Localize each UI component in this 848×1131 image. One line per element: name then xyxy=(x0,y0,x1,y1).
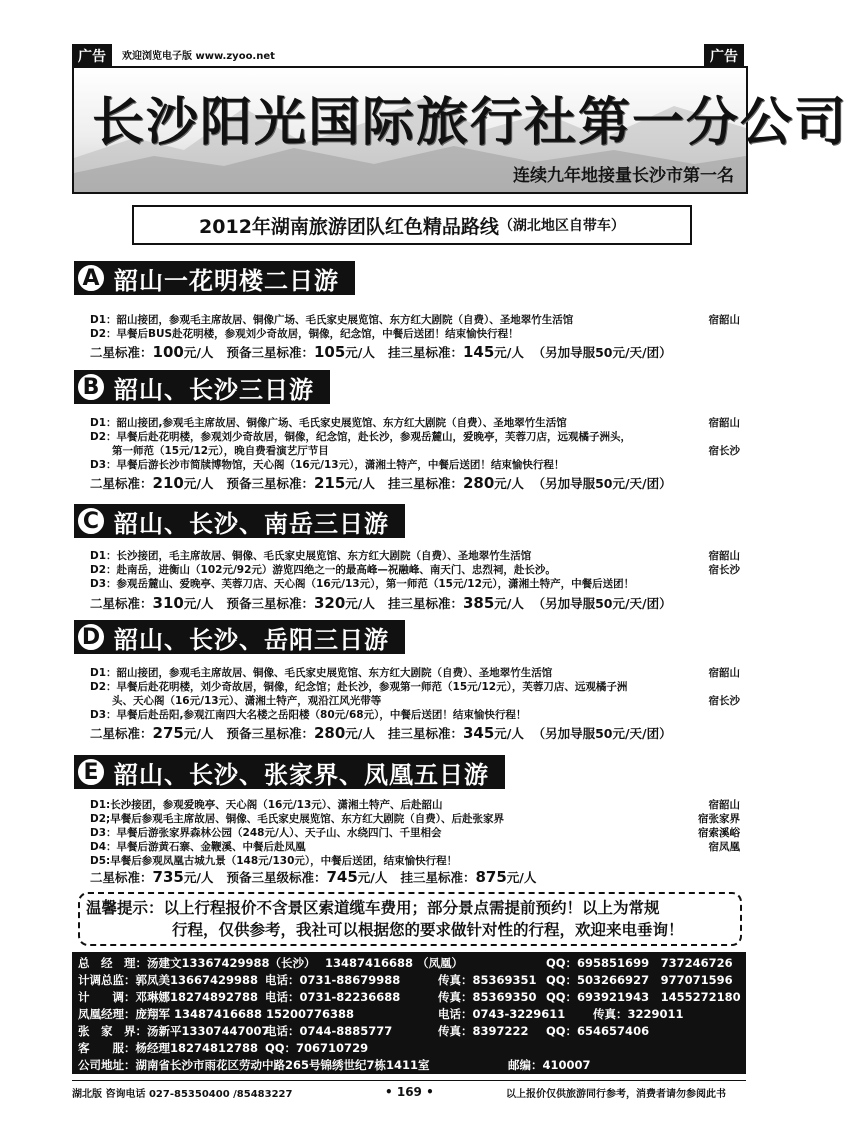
route-c-header xyxy=(74,504,405,538)
overnight-location: 宿长沙 xyxy=(705,694,741,708)
route-b-header xyxy=(74,370,330,404)
footer-divider xyxy=(72,1080,746,1081)
itinerary-day: D4：早餐后游黄石寨、金鞭溪、中餐后赴凤凰 宿凤凰 xyxy=(90,841,740,853)
itinerary-day: D2：早餐后赴花明楼，刘少奇故居，铜像，纪念馆；赴长沙，参观第一师范（15元/12元），芙蓉刀店、远观橘子洲 xyxy=(90,681,628,693)
route-letter-badge: A xyxy=(76,263,106,293)
overnight-location: 宿韶山 xyxy=(705,666,741,680)
company-name: 长沙阳光国际旅行社第一分公司 xyxy=(92,92,848,153)
notice-line-2: 行程，仅供参考，我社可以根据您的要求做针对性的行程，欢迎来电垂询！ xyxy=(172,921,684,939)
overnight-location: 宿长沙 xyxy=(705,563,741,577)
itinerary-day: D3：早餐后赴岳阳,参观江南四大名楼之岳阳楼（80元/68元），中餐后送团！结束愉快行程！ xyxy=(90,709,527,721)
footer-hotline: 湖北版 咨询电话 027-85350400 /85483227 xyxy=(72,1089,293,1100)
route-title: 韶山、长沙三日游 xyxy=(114,374,314,404)
route-title: 韶山一花明楼二日游 xyxy=(114,265,339,295)
route-a-header xyxy=(74,261,355,295)
itinerary-day: D2：赴南岳，进衡山（102元/92元）游览四绝之一的最高峰—祝融峰、南天门、忠烈祠，赴长沙。 宿长沙 xyxy=(90,564,740,576)
itinerary-day: D3：早餐后游张家界森林公园（248元/人）、天子山、水绕四门、千里相会 宿索溪峪 xyxy=(90,827,740,839)
route-letter-badge: D xyxy=(76,622,106,652)
page-number: • 169 • xyxy=(385,1085,434,1099)
itinerary-day: D2：早餐后BUS赴花明楼，参观刘少奇故居，铜像，纪念馆，中餐后送团！结束愉快行程！ xyxy=(90,328,519,340)
itinerary-day: D2：早餐后赴花明楼，参观刘少奇故居，铜像，纪念馆，赴长沙，参观岳麓山，爱晚亭，芙蓉刀店，远观橘子洲头， xyxy=(90,431,632,443)
route-title: 韶山、长沙、张家界、凤凰五日游 xyxy=(114,759,489,789)
footer-disclaimer: 以上报价仅供旅游同行参考，消费者请勿参阅此书 xyxy=(506,1089,726,1100)
section-title-note: （湖北地区自带车） xyxy=(498,218,625,234)
route-letter-badge: B xyxy=(76,372,106,402)
route-d-header xyxy=(74,620,405,654)
route-price-line: 二星标准：275元/人 预备三星标准：280元/人 挂三星标准：345元/人 （另加导服50元/天/团） xyxy=(90,724,672,742)
overnight-location: 宿凤凰 xyxy=(705,840,741,854)
overnight-location: 宿张家界 xyxy=(694,812,740,826)
welcome-text[interactable]: 欢迎浏览电子版 www.zyoo.net xyxy=(122,51,275,62)
itinerary-day: D5:早餐后参观凤凰古城九景（148元/130元），中餐后送团，结束愉快行程！ xyxy=(90,855,458,867)
route-title: 韶山、长沙、南岳三日游 xyxy=(114,508,389,538)
contact-panel: 总 经 理：汤建文13367429988（长沙） 13487416688 （凤凰） QQ：695851699 737246726 计调总监：郭凤美13667429988 电话：0731-88679988 传真：85369351 QQ：503266927 977071596 计 调：邓琳娜18274892788 电话：0731-82236688 传真：85369350 QQ：693921943 1455272180 凤凰经理：庞翔军 13487416688 15200776388 电话：0743-3229611 传真：3229011 张 家 界：汤新平13307447007 电话：0744-8885777 传真：8397222 QQ：654657406 客 服：杨经理18274812788 QQ：706710729 公司地址：湖南省长沙市雨花区劳动中路265号锦绣世纪7栋1411室 邮编：410007 xyxy=(72,952,746,1074)
notice-box xyxy=(78,892,742,946)
overnight-location: 宿韶山 xyxy=(705,798,741,812)
itinerary-day: D2;早餐后参观毛主席故居、铜像、毛氏家史展览馆、东方红大剧院（自费）、后赴张家界 宿张家界 xyxy=(90,813,740,825)
overnight-location: 宿韶山 xyxy=(705,313,741,327)
route-price-line: 二星标准：735元/人 预备三星级标准：745元/人 挂三星标准：875元/人 xyxy=(90,868,537,886)
company-slogan: 连续九年地接量长沙市第一名 xyxy=(513,166,734,186)
overnight-location: 宿索溪峪 xyxy=(694,826,740,840)
route-letter-badge: E xyxy=(76,757,106,787)
itinerary-day: D1：韶山接团，参观毛主席故居、铜像广场、毛氏家史展览馆、东方红大剧院（自费）、圣地翠竹生活馆 宿韶山 xyxy=(90,314,740,326)
route-price-line: 二星标准：100元/人 预备三星标准：105元/人 挂三星标准：145元/人 （另加导服50元/天/团） xyxy=(90,343,672,361)
itinerary-day: D1：长沙接团，毛主席故居、铜像、毛氏家史展览馆、东方红大剧院（自费）、圣地翠竹生活馆 宿韶山 xyxy=(90,550,740,562)
section-title xyxy=(132,205,692,245)
itinerary-day: 第一师范（15元/12元），晚自费看演艺厅节目 宿长沙 xyxy=(112,445,740,457)
ad-label-right: 广告 xyxy=(704,44,744,68)
overnight-location: 宿韶山 xyxy=(705,549,741,563)
itinerary-day: D1:长沙接团，参观爱晚亭、天心阁（16元/13元）、潇湘土特产、后赴韶山 宿韶山 xyxy=(90,799,740,811)
itinerary-day: 头、天心阁（16元/13元）、潇湘土特产，观沿江风光带等 宿长沙 xyxy=(112,695,740,707)
route-letter-badge: C xyxy=(76,506,106,536)
route-e-header xyxy=(74,755,505,789)
header-banner xyxy=(72,66,848,194)
overnight-location: 宿韶山 xyxy=(705,416,741,430)
route-price-line: 二星标准：210元/人 预备三星标准：215元/人 挂三星标准：280元/人 （另加导服50元/天/团） xyxy=(90,474,672,492)
itinerary-day: D3：参观岳麓山、爱晚亭、芙蓉刀店、天心阁（16元/13元），第一师范（15元/12元），潇湘土特产，中餐后送团！ xyxy=(90,578,635,590)
overnight-location: 宿长沙 xyxy=(705,444,741,458)
itinerary-day: D1：韶山接团,参观毛主席故居、铜像广场、毛氏家史展览馆、东方红大剧院（自费）、圣地翠竹生活馆 宿韶山 xyxy=(90,417,740,429)
ad-label-left: 广告 xyxy=(72,44,112,68)
itinerary-day: D3：早餐后游长沙市简牍博物馆，天心阁（16元/13元），潇湘土特产，中餐后送团！结束愉快行程！ xyxy=(90,459,565,471)
section-title-main: 2012年湖南旅游团队红色精品路线 xyxy=(199,215,499,238)
route-title: 韶山、长沙、岳阳三日游 xyxy=(114,624,389,654)
route-price-line: 二星标准：310元/人 预备三星标准：320元/人 挂三星标准：385元/人 （另加导服50元/天/团） xyxy=(90,594,672,612)
notice-line-1: 以上行程报价不含景区索道缆车费用；部分景点需提前预约！以上为常规 xyxy=(163,899,660,917)
notice-label: 温馨提示： xyxy=(86,899,164,917)
itinerary-day: D1：韶山接团，参观毛主席故居、铜像、毛氏家史展览馆、东方红大剧院（自费）、圣地翠竹生活馆 宿韶山 xyxy=(90,667,740,679)
